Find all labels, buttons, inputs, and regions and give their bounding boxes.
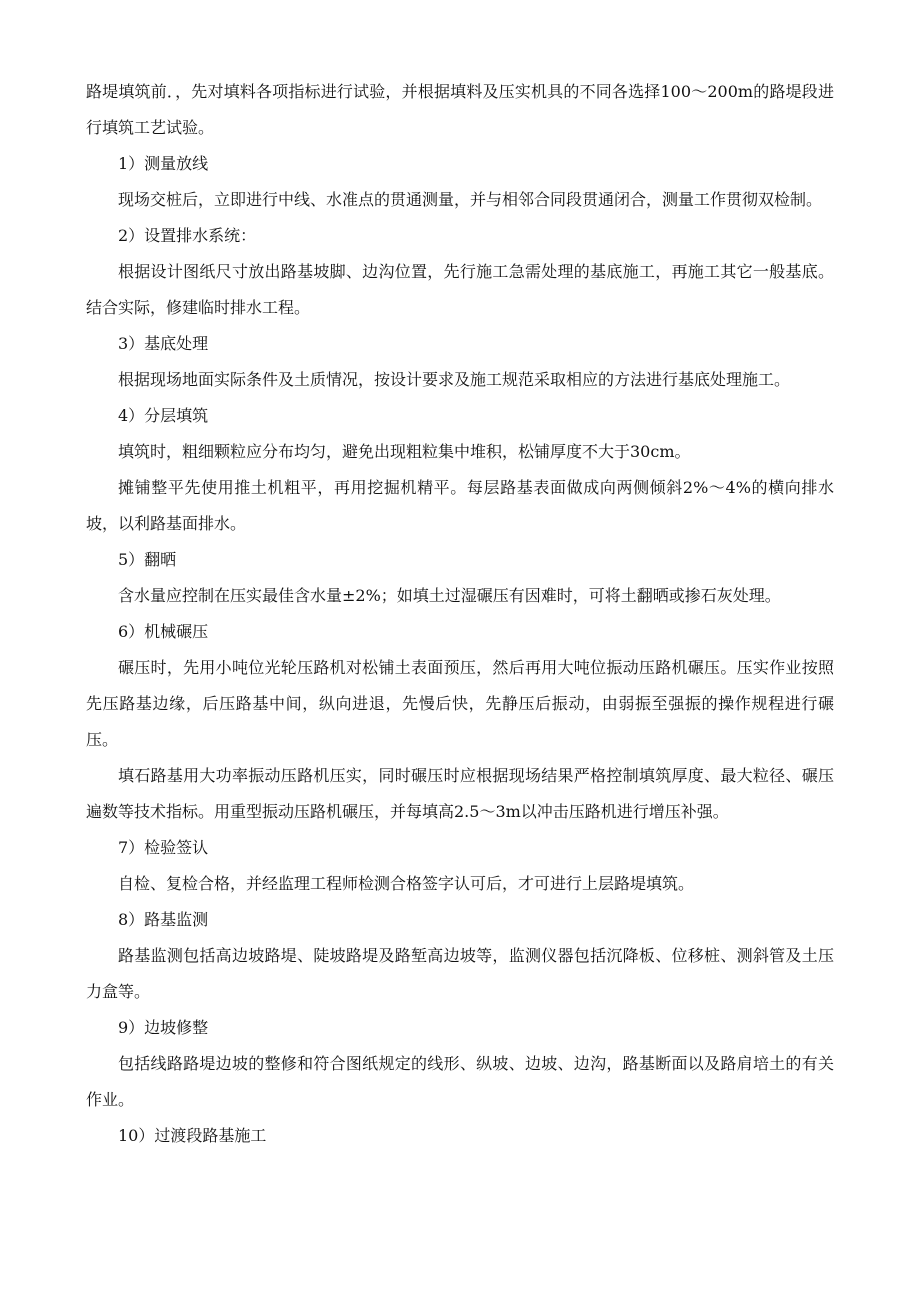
section-9-paragraph-1: 包括线路路堤边坡的整修和符合图纸规定的线形、纵坡、边坡、边沟，路基断面以及路肩培土的有关作业。	[86, 1054, 834, 1109]
section-heading-2: 2）设置排水系统：	[118, 226, 257, 245]
section-heading-7: 7）检验签认	[118, 838, 209, 857]
section-8-paragraph-1: 路基监测包括高边坡路堤、陡坡路堤及路堑高边坡等，监测仪器包括沉降板、位移桩、测斜管及土压力盒等。	[86, 946, 834, 1001]
section-heading-3: 3）基底处理	[118, 334, 209, 353]
section-heading-8: 8）路基监测	[118, 910, 209, 929]
intro-paragraph: 路堤填筑前．，先对填料各项指标进行试验，并根据填料及压实机具的不同各选择100～200m的路堤段进行填筑工艺试验。	[86, 82, 834, 137]
section-6-paragraph-1: 碾压时，先用小吨位光轮压路机对松铺土表面预压，然后再用大吨位振动压路机碾压。压实作业按照先压路基边缘，后压路基中间，纵向进退，先慢后快，先静压后振动，由弱振至强振的操作规程进行碾压。	[86, 658, 834, 749]
section-heading-9: 9）边坡修整	[118, 1018, 209, 1037]
document-page	[86, 74, 834, 1154]
section-7-paragraph-1: 自检、复检合格，并经监理工程师检测合格签字认可后，才可进行上层路堤填筑。	[118, 874, 695, 893]
section-4-paragraph-1: 填筑时，粗细颗粒应分布均匀，避免出现粗粒集中堆积，松铺厚度不大于30cm。	[118, 442, 691, 461]
section-heading-10: 10）过渡段路基施工	[118, 1126, 267, 1145]
section-heading-1: 1）测量放线	[118, 154, 209, 173]
section-5-paragraph-1: 含水量应控制在压实最佳含水量±2%；如填土过湿碾压有因难时，可将土翻晒或掺石灰处理。	[118, 586, 781, 605]
section-2-paragraph-1: 根据设计图纸尺寸放出路基坡脚、边沟位置，先行施工急需处理的基底施工，再施工其它一般基底。结合实际，修建临时排水工程。	[86, 262, 834, 317]
section-3-paragraph-1: 根据现场地面实际条件及土质情况，按设计要求及施工规范采取相应的方法进行基底处理施工。	[118, 370, 791, 389]
section-heading-4: 4）分层填筑	[118, 406, 209, 425]
section-heading-5: 5）翻晒	[118, 550, 177, 569]
section-1-paragraph-1: 现场交桩后，立即进行中线、水准点的贯通测量，并与相邻合同段贯通闭合，测量工作贯彻双检制。	[118, 190, 823, 209]
section-4-paragraph-2: 摊铺整平先使用推土机粗平，再用挖掘机精平。每层路基表面做成向两侧倾斜2%～4%的横向排水坡，以利路基面排水。	[86, 478, 834, 533]
section-6-paragraph-2: 填石路基用大功率振动压路机压实，同时碾压时应根据现场结果严格控制填筑厚度、最大粒径、碾压遍数等技术指标。用重型振动压路机碾压，并每填高2.5～3m以冲击压路机进行增压补强。	[86, 766, 834, 821]
section-heading-6: 6）机械碾压	[118, 622, 209, 641]
